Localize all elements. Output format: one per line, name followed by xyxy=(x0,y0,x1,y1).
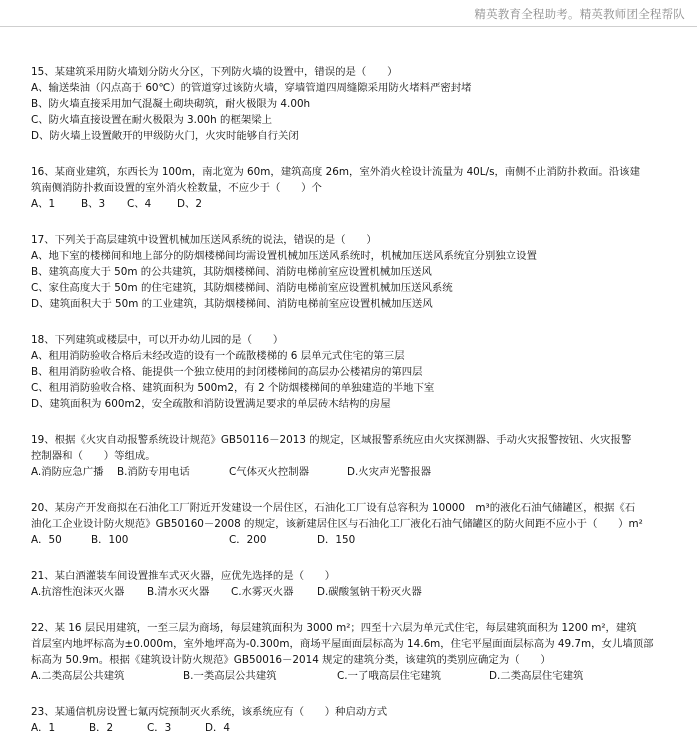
option-b: B、租用消防验收合格、能提供一个独立使用的封闭楼梯间的高层办公楼裙房的第四层 xyxy=(31,366,423,378)
option-row xyxy=(31,584,689,600)
option-c: C．3 xyxy=(147,722,172,734)
question-stem-line2: 筑南侧消防扑救面设置的室外消火栓数量，不应少于（ ）个 xyxy=(31,182,322,194)
option-d: D．4 xyxy=(205,722,231,734)
question-18 xyxy=(31,332,689,412)
option-c: C.一了哦高层住宅建筑 xyxy=(337,670,442,682)
option-row xyxy=(31,720,689,736)
question-23 xyxy=(31,704,689,736)
option-d: D．150 xyxy=(317,534,356,546)
question-stem: 23、某通信机房设置七氟丙烷预制灭火系统，该系统应有（ ）种启动方式 xyxy=(31,706,388,718)
option-a: A、租用消防验收合格后未经改造的设有一个疏散楼梯的 6 层单元式住宅的第三层 xyxy=(31,350,405,362)
question-22 xyxy=(31,620,689,684)
option-b: B.清水灭火器 xyxy=(147,586,210,598)
question-15 xyxy=(31,64,689,144)
question-stem: 15、某建筑采用防火墙划分防火分区，下列防火墙的设置中，错误的是（ ） xyxy=(31,66,398,78)
option-c: C、防火墙直接设置在耐火极限为 3.00h 的框架梁上 xyxy=(31,114,273,126)
option-b: B.一类高层公共建筑 xyxy=(183,670,277,682)
question-stem: 18、下列建筑或楼层中，可以开办幼儿园的是（ ） xyxy=(31,334,284,346)
question-17 xyxy=(31,232,689,312)
option-d: D.火灾声光警报器 xyxy=(347,466,432,478)
option-a: A.抗溶性泡沫灭火器 xyxy=(31,586,125,598)
option-d: D、建筑面积为 600m2，安全疏散和消防设置满足要求的单层砖木结构的房屋 xyxy=(31,398,391,410)
question-16 xyxy=(31,164,689,212)
question-stem-line3: 标高为 50.9m。根据《建筑设计防火规范》GB50016－2014 规定的建筑分类，该建筑的类别应确定为（ ） xyxy=(31,654,551,666)
option-row xyxy=(31,668,689,684)
option-row xyxy=(31,464,689,480)
option-c: C气体灭火控制器 xyxy=(229,466,309,478)
option-a: A、1 xyxy=(31,198,56,210)
question-stem-line2: 油化工企业设计防火规范》GB50160－2008 的规定，该新建居住区与石油化工厂液化石油气储罐区的防火间距不应小于（ ）m² xyxy=(31,518,643,530)
option-b: B.消防专用电话 xyxy=(117,466,190,478)
option-b: B、防火墙直接采用加气混凝土砌块砌筑，耐火极限为 4.00h xyxy=(31,98,311,110)
question-21 xyxy=(31,568,689,600)
option-row xyxy=(31,532,689,548)
option-b: B．100 xyxy=(91,534,129,546)
option-c: C、4 xyxy=(127,198,152,210)
option-b: B．2 xyxy=(89,722,114,734)
option-c: C．200 xyxy=(229,534,267,546)
option-b: B、3 xyxy=(81,198,106,210)
option-a: A．50 xyxy=(31,534,62,546)
option-c: C、租用消防验收合格、建筑面积为 500m2，有 2 个防烟楼梯间的单独建造的半地下室 xyxy=(31,382,435,394)
question-stem-line2: 控制器和（ ）等组成。 xyxy=(31,450,156,462)
header-divider xyxy=(0,26,697,27)
header-slogan: 精英教育全程助考。精英教师团全程帮队 xyxy=(474,7,685,21)
question-list xyxy=(31,64,689,752)
option-a: A.二类高层公共建筑 xyxy=(31,670,125,682)
option-c: C、家住高度大于 50m 的住宅建筑，其防烟楼梯间、消防电梯前室应设置机械加压送风系统 xyxy=(31,282,453,294)
option-a: A、输送柴油（闪点高于 60℃）的管道穿过该防火墙，穿墙管道四周缝隙采用防火堵料严密封堵 xyxy=(31,82,472,94)
question-stem: 21、某白酒灌装车间设置推车式灭火器，应优先选择的是（ ） xyxy=(31,570,336,582)
option-a: A．1 xyxy=(31,722,56,734)
option-d: D.二类高层住宅建筑 xyxy=(489,670,584,682)
question-stem-line1: 20、某房产开发商拟在石油化工厂附近开发建设一个居住区，石油化工厂设有总容积为 10000 m³的液化石油气储罐区，根据《石 xyxy=(31,502,636,514)
question-stem-line1: 22、某 16 层民用建筑，一至三层为商场，每层建筑面积为 3000 m²；四至十六层为单元式住宅，每层建筑面积为 1200 m²，建筑 xyxy=(31,622,637,634)
option-d: D、防火墙上设置敞开的甲级防火门，火灾时能够自行关闭 xyxy=(31,130,299,142)
question-19 xyxy=(31,432,689,480)
option-a: A、地下室的楼梯间和地上部分的防烟楼梯间均需设置机械加压送风系统时，机械加压送风系统宜分别独立设置 xyxy=(31,250,537,262)
option-d: D、建筑面积大于 50m 的工业建筑，其防烟楼梯间、消防电梯前室应设置机械加压送风 xyxy=(31,298,433,310)
option-d: D、2 xyxy=(177,198,203,210)
question-20 xyxy=(31,500,689,548)
option-b: B、建筑高度大于 50m 的公共建筑，其防烟楼梯间、消防电梯前室应设置机械加压送风 xyxy=(31,266,432,278)
option-d: D.碳酸氢钠干粉灭火器 xyxy=(317,586,422,598)
option-row xyxy=(31,196,689,212)
question-stem-line2: 首层室内地坪标高为±0.000m，室外地坪高为-0.300m，商场平屋面面层标高为 14.6m，住宅平屋面面层标高为 49.7m，女儿墙顶部 xyxy=(31,638,654,650)
option-a: A.消防应急广播 xyxy=(31,466,104,478)
question-stem: 17、下列关于高层建筑中设置机械加压送风系统的说法，错误的是（ ） xyxy=(31,234,377,246)
question-stem-line1: 16、某商业建筑，东西长为 100m，南北宽为 60m，建筑高度 26m，室外消火栓设计流量为 40L/s，南侧不止消防扑救面。沿该建 xyxy=(31,166,640,178)
question-stem-line1: 19、根据《火灾自动报警系统设计规范》GB50116－2013 的规定，区域报警系统应由火灾探测器、手动火灾报警按钮、火灾报警 xyxy=(31,434,632,446)
option-c: C.水雾灭火器 xyxy=(231,586,294,598)
